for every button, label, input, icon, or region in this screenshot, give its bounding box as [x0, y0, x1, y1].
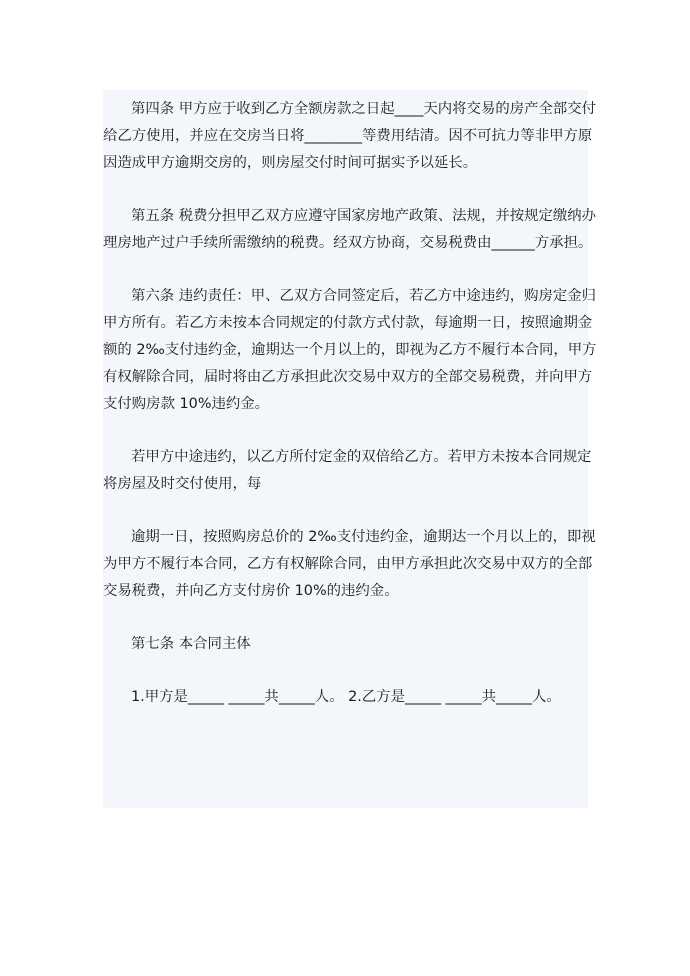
seller-penalty-paragraph: [103, 524, 596, 605]
seller-penalty-line-1: 逾期一日，按照购房总价的 2‰支付违约金，逾期达一个月以上的，即视: [131, 529, 596, 545]
article-7-line-1: 第七条 本合同主体: [131, 636, 251, 652]
article-6-paragraph: [103, 283, 597, 418]
article-5-paragraph: [103, 203, 597, 257]
seller-breach-line-1: 若甲方中途违约，以乙方所付定金的双倍给乙方。若甲方未按本合同规定: [131, 449, 592, 465]
article-7-heading: [131, 631, 584, 658]
seller-breach-line-2: 将房屋及时交付使用，每: [103, 476, 262, 492]
article-6-line-2: 甲方所有。若乙方未按本合同规定的付款方式付款，每逾期一日，按照逾期金: [103, 315, 593, 331]
article-6-line-5: 支付购房款 10%违约金。: [103, 396, 270, 412]
article-4-line-2: 给乙方使用，并应在交房当日将________等费用结清。因不可抗力等非甲方原: [103, 128, 593, 144]
article-5-line-1: 第五条 税费分担甲乙双方应遵守国家房地产政策、法规，并按规定缴纳办: [131, 208, 597, 224]
contract-text: [103, 90, 597, 711]
parties-paragraph: [131, 684, 584, 711]
article-4-line-1: 第四条 甲方应于收到乙方全额房款之日起____天内将交易的房产全部交付: [131, 101, 597, 117]
article-6-line-1: 第六条 违约责任：甲、乙双方合同签定后，若乙方中途违约，购房定金归: [131, 288, 597, 304]
article-4-paragraph: [103, 96, 597, 177]
seller-penalty-line-3: 交易税费，并向乙方支付房价 10%的违约金。: [103, 583, 399, 599]
article-4-line-3: 因造成甲方逾期交房的，则房屋交付时间可据实予以延长。: [103, 155, 478, 171]
article-5-line-2: 理房地产过户手续所需缴纳的税费。经双方协商，交易税费由______方承担。: [103, 235, 593, 251]
seller-breach-paragraph: [103, 444, 592, 498]
article-6-line-3: 额的 2‰支付违约金，逾期达一个月以上的，即视为乙方不履行本合同，甲方: [103, 342, 597, 358]
parties-line-1: 1.甲方是_____ _____共_____人。 2.乙方是_____ _____共_____人。: [131, 689, 561, 705]
article-6-line-4: 有权解除合同，届时将由乙方承担此次交易中双方的全部交易税费，并向甲方: [103, 369, 593, 385]
seller-penalty-line-2: 为甲方不履行本合同，乙方有权解除合同，由甲方承担此次交易中双方的全部: [103, 556, 593, 572]
